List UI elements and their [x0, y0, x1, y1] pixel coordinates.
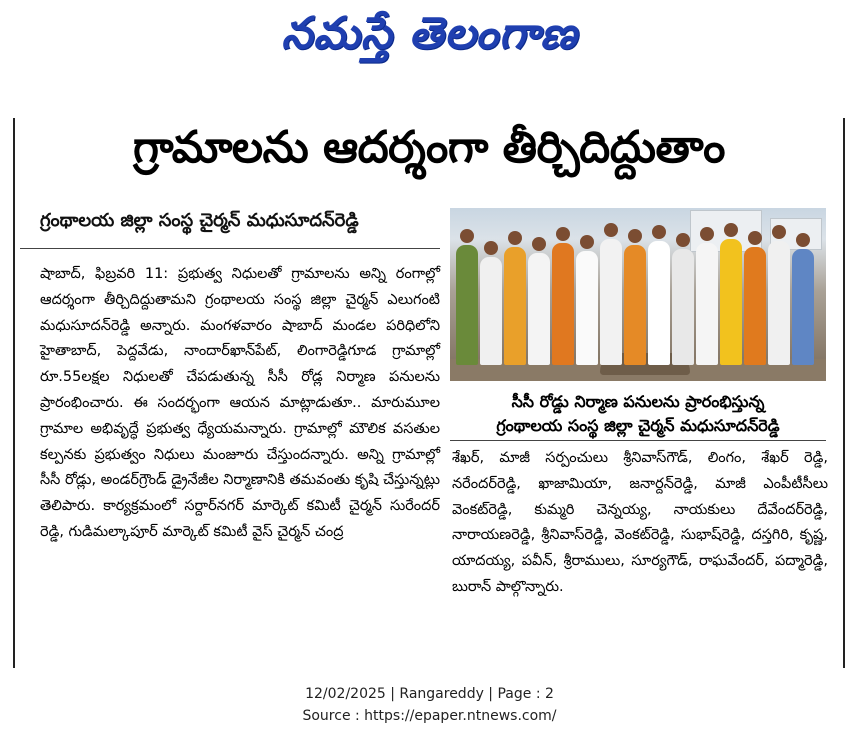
article-photo — [450, 208, 826, 381]
article-body-right: శేఖర్, మాజీ సర్పంచులు శ్రీనివాస్‌గౌడ్, లింగం, శేఖర్ రెడ్డి, నరేందర్‌రెడ్డి, ఖాజామియా, జనార్దన్‌రెడ్డి, మాజీ ఎంపీటీసీలు వెంకట్‌రెడ్డి, కుమ్మరి చెన్నయ్య, నాయకులు దేవేందర్‌రెడ్డి, నారాయణరెడ్డి, శ్రీనివాస్‌రెడ్డి, వెంకట్‌రెడ్డి, సుభాష్‌రెడ్డి, దస్తగిరి, కృష్ణ, యాదయ్య, పవీన్, శ్రీరాములు, సూర్యగౌడ్, రాఘవేందర్, పద్మారెడ్డి, బురాన్ పాల్గొన్నారు. — [452, 450, 828, 595]
caption-divider — [450, 440, 826, 441]
newspaper-masthead: నమస్తే తెలంగాణ — [281, 8, 578, 59]
article-subhead: గ్రంథాలయ జిల్లా సంస్థ చైర్మన్ మధుసూదన్‌రెడ్డి — [40, 210, 359, 231]
article-headline: గ్రామాలను ఆదర్శంగా తీర్చిదిద్దుతాం — [133, 122, 725, 173]
photo-caption — [450, 390, 826, 438]
caption-line-2: గ్రంథాలయ సంస్థ జిల్లా చైర్మన్ మధుసూదన్‌రెడ్డి — [496, 416, 780, 435]
footer-edition-info: 12/02/2025 | Rangareddy | Page : 2 — [305, 686, 554, 702]
caption-line-1: సీసీ రోడ్డు నిర్మాణ పనులను ప్రారంభిస్తున్న — [511, 392, 765, 411]
subhead-divider — [20, 248, 440, 249]
article-body-left: షాబాద్, ఫిబ్రవరి 11: ప్రభుత్వ నిధులతో గ్రామాలను అన్ని రంగాల్లో ఆదర్శంగా తీర్చిదిద్దుతామని గ్రంథాలయ సంస్థ జిల్లా చైర్మన్ ఎలుగంటి మధుసూదన్‌రెడ్డి అన్నారు. మంగళవారం షాబాద్ మండల పరిధిలోని హైతాబాద్, పెద్దవేడు, నాందార్‌ఖాన్‌పేట్, లింగారెడ్డిగూడ గ్రామాల్లో రూ.55లక్షల నిధులతో చేపడుతున్న సీసీ రోడ్ల నిర్మాణ పనులను ప్రారంభించారు. ఈ సందర్భంగా ఆయన మాట్లాడుతూ.. మారుమూల గ్రామాల అభివృద్ధే ప్రభుత్వ ధ్యేయమన్నారు. గ్రామాల్లో మౌలిక వసతుల కల్పనకు ప్రభుత్వం నిధులు మంజూరు చేస్తుందన్నారు. అన్ని గ్రామాల్లో సీసీ రోడ్లు, అండర్‌గ్రౌండ్ డ్రైనేజీల నిర్మాణానికి తమవంతు కృషి చేస్తున్నట్లు తెలిపారు. కార్యక్రమంలో సర్దార్‌నగర్ మార్కెట్ కమిటీ చైర్మన్ సురేందర్ రెడ్డి, గుడిమల్కాపూర్ మార్కెట్ కమిటీ వైస్ చైర్మన్ చంద్ర — [40, 266, 440, 540]
footer-source-link[interactable]: Source : https://epaper.ntnews.com/ — [302, 708, 557, 724]
